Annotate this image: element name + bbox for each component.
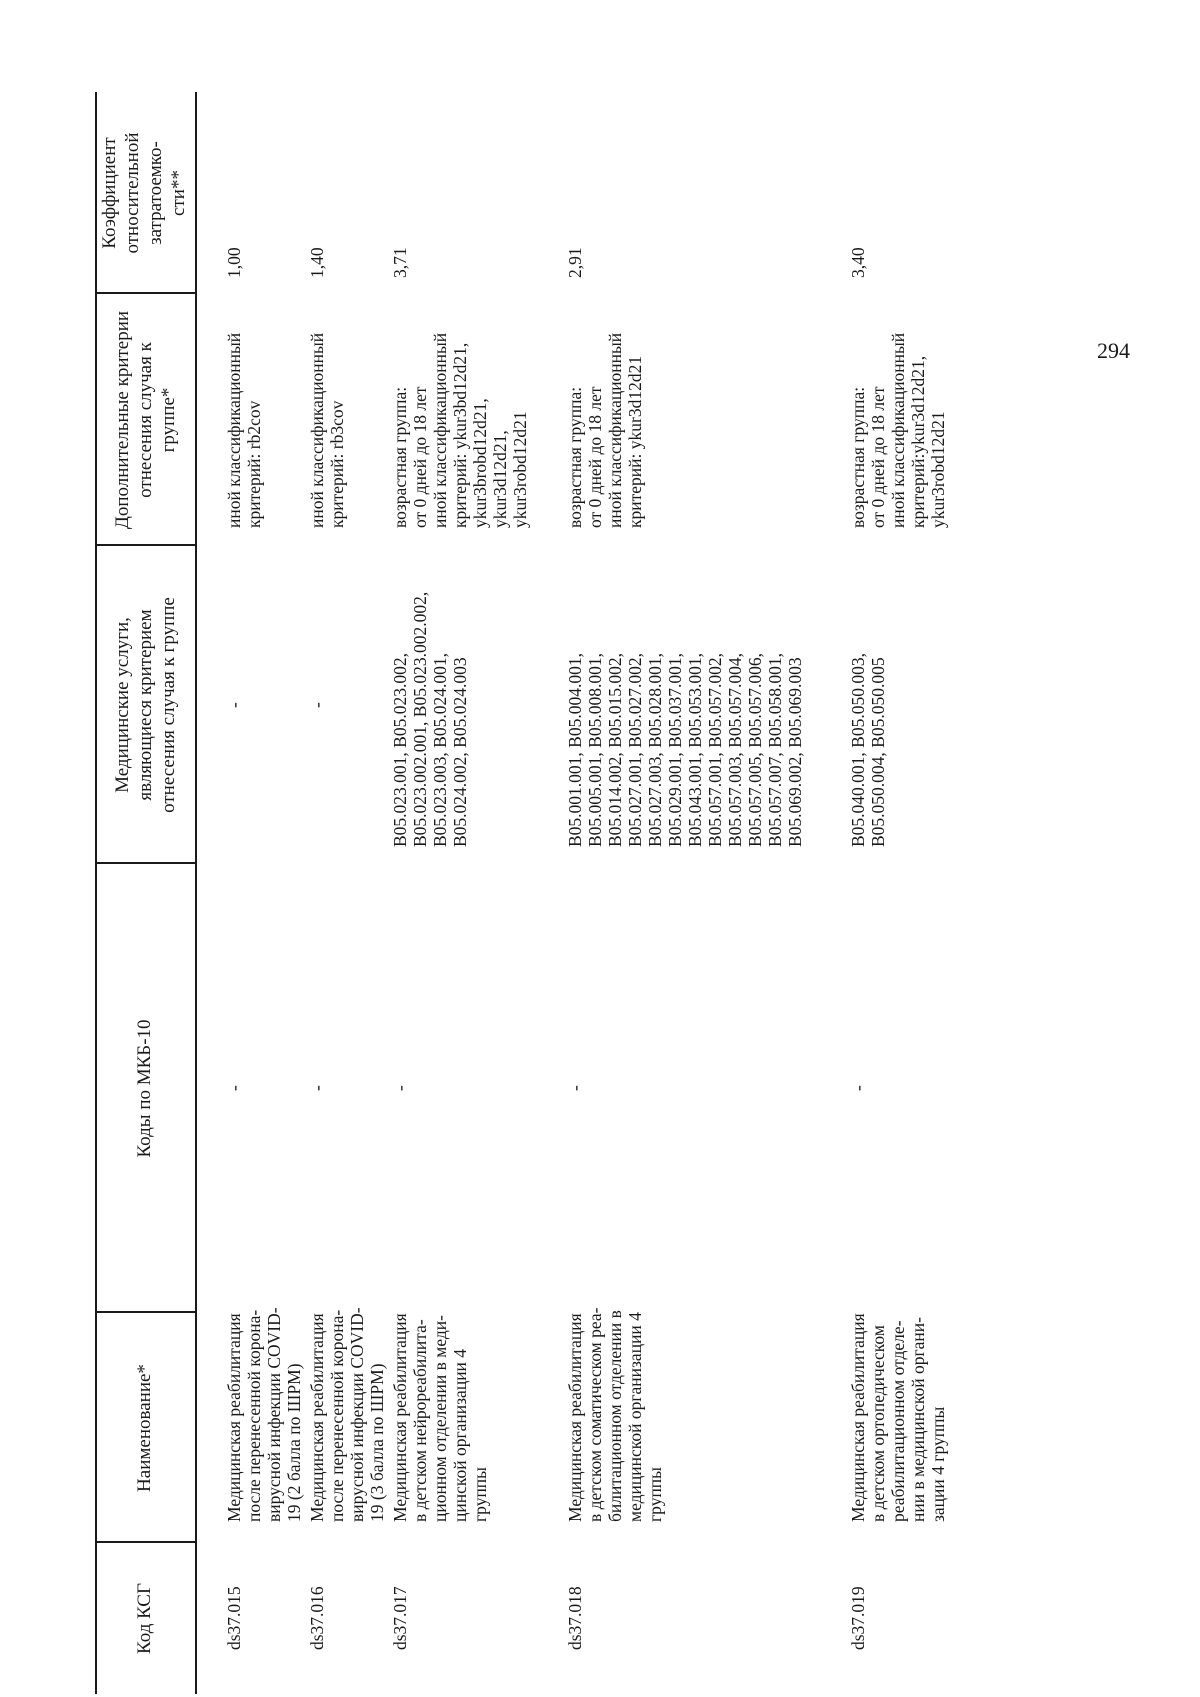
page-number: 294 <box>1097 338 1130 363</box>
row-services: - <box>224 702 244 708</box>
header-mkb: Коды по МКБ-10 <box>134 1019 155 1158</box>
header-criteria: Дополнительные критерии отнесения случая к группе* <box>112 310 179 530</box>
row-criteria: возрастная группа: от 0 дней до 18 лет иной классификационный критерий:ykur3d12d21, ykur3robd12d21 <box>848 332 948 528</box>
row-services: - <box>307 702 327 708</box>
row-name: Медицинская реабилитация в детском нейрореабилита- ционном отделении в меди- цинской организации 4 группы <box>390 1313 490 1522</box>
row-coefficient: 3,71 <box>390 247 410 278</box>
row-criteria: иной классификационный критерий: rb3cov <box>307 332 347 528</box>
row-mkb: - <box>565 1085 585 1091</box>
row-code: ds37.017 <box>390 1586 410 1650</box>
row-name: Медицинская реабилитация в детском соматическом реа- билитационном отделении в медицинской организации 4 группы <box>565 1307 665 1522</box>
row-coefficient: 1,00 <box>224 247 244 278</box>
row-criteria: возрастная группа: от 0 дней до 18 лет иной классификационный критерий: ykur3bd12d21, ykur3brobd12d21, ykur3d12d21, ykur3robd12d21 <box>390 332 530 528</box>
row-code: ds37.019 <box>848 1586 868 1650</box>
row-mkb: - <box>848 1085 868 1091</box>
row-name: Медицинская реабилитация после перенесенной корона- вирусной инфекции COVID- 19 (3 балла по ШРМ) <box>307 1307 387 1522</box>
row-services: B05.040.001, B05.050.003, B05.050.004, B05.050.005 <box>848 653 888 847</box>
header-bottom-rule <box>195 92 197 1694</box>
row-criteria: иной классификационный критерий: rb2cov <box>224 332 264 528</box>
header-name: Наименование* <box>134 1364 155 1492</box>
header-coefficient: Коэффициент относительной затратоемко- сти** <box>99 132 189 254</box>
row-coefficient: 3,40 <box>848 247 868 278</box>
row-criteria: возрастная группа: от 0 дней до 18 лет иной классификационный критерий: ykur3d12d21 <box>565 332 645 528</box>
row-coefficient: 1,40 <box>307 247 327 278</box>
row-services: B05.023.001, B05.023.002, B05.023.002.001, B05.023.002.002, B05.023.003, B05.024.001, B05.024.002, B05.024.003 <box>390 591 470 847</box>
row-services: B05.001.001, B05.004.001, B05.005.001, B05.008.001, B05.014.002, B05.015.002, B05.027.001, B05.027.002, B05.027.003, B05.028.001, B05.029.001, B05.037.001, B05.043.001, B05.053.001, B05.057.001, B05.057.002, B05.057.003, B05.057.004, B05.057.005, B05.057.006, B05.057.007, B05.058.001, B05.069.002, B05.069.003 <box>565 653 805 847</box>
row-name: Медицинская реабилитация после перенесенной корона- вирусной инфекции COVID- 19 (2 балла по ШРМ) <box>224 1307 304 1522</box>
header-code: Код КСГ <box>134 1583 155 1654</box>
row-mkb: - <box>390 1085 410 1091</box>
header-services: Медицинские услуги, являющиеся критерием отнесения случая к группе <box>112 597 179 813</box>
row-coefficient: 2,91 <box>565 247 585 278</box>
row-mkb: - <box>307 1085 327 1091</box>
table-top-rule <box>95 92 97 1694</box>
row-name: Медицинская реабилитация в детском ортопедическом реабилитационном отделе- нии в медицинской органи- зации 4 группы <box>848 1313 948 1522</box>
row-code: ds37.015 <box>224 1586 244 1650</box>
row-code: ds37.016 <box>307 1586 327 1650</box>
row-mkb: - <box>224 1085 244 1091</box>
row-code: ds37.018 <box>565 1586 585 1650</box>
